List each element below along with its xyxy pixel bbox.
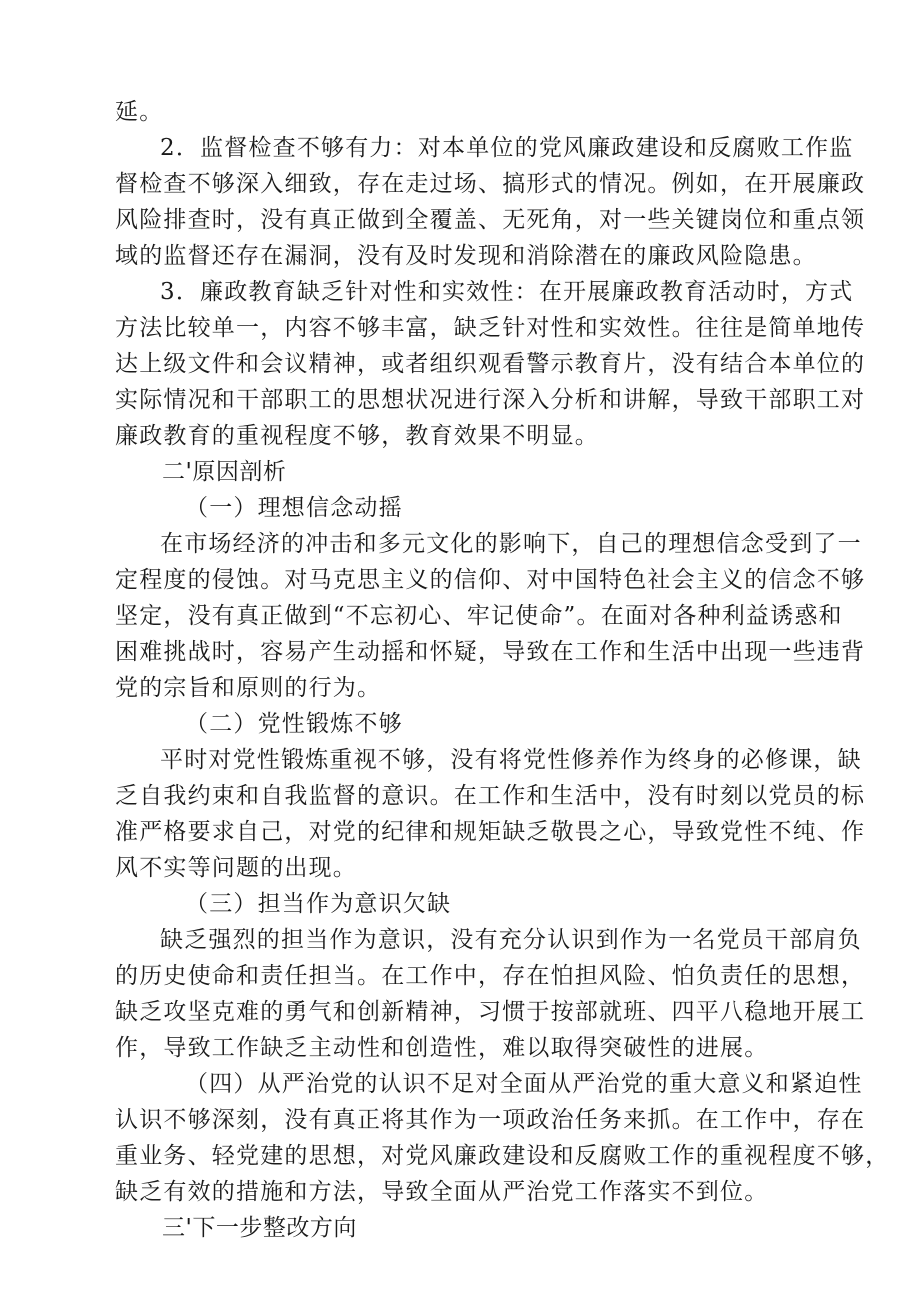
paragraph-line: 的历史使命和责任担当。在工作中，存在怕担风险、怕负责任的思想， [115, 963, 866, 989]
subsection-2-heading: （二）党性锻炼不够 [185, 711, 403, 737]
paragraph-line: 方法比较单一，内容不够丰富，缺乏针对性和实效性。往往是简单地传 [115, 315, 866, 341]
paragraph-line: 重业务、轻党建的思想，对党风廉政建设和反腐败工作的重视程度不够， [115, 1143, 890, 1169]
subsection-1-heading: （一）理想信念动摇 [185, 495, 403, 521]
section-2-heading: 二'原因剖析 [162, 459, 287, 485]
item-3-heading-line: 3．廉政教育缺乏针对性和实效性：在开展廉政教育活动时，方式 [160, 279, 854, 305]
paragraph-line: 党的宗旨和原则的行为。 [115, 675, 382, 701]
item-2-heading-line: 2．监督检查不够有力：对本单位的党风廉政建设和反腐败工作监 [160, 135, 854, 161]
paragraph-line: 达上级文件和会议精神，或者组织观看警示教育片，没有结合本单位的 [115, 351, 866, 377]
paragraph-line: 缺乏攻坚克难的勇气和创新精神，习惯于按部就班、四平八稳地开展工 [115, 999, 866, 1025]
paragraph-line: 在市场经济的冲击和多元文化的影响下，自己的理想信念受到了一 [160, 531, 862, 557]
paragraph-line: 风险排查时，没有真正做到全覆盖、无死角，对一些关键岗位和重点领 [115, 207, 866, 233]
paragraph-line: 坚定，没有真正做到“不忘初心、牢记使命”。在面对各种利益诱惑和 [115, 603, 843, 629]
paragraph-line: 准严格要求自己，对党的纪律和规矩缺乏敬畏之心，导致党性不纯、作 [115, 819, 866, 845]
paragraph-line: 督检查不够深入细致，存在走过场、搞形式的情况。例如，在开展廉政 [115, 171, 866, 197]
paragraph-line: 风不实等问题的出现。 [115, 855, 357, 881]
subsection-3-heading: （三）担当作为意识欠缺 [185, 891, 452, 917]
paragraph-line: 定程度的侵蚀。对马克思主义的信仰、对中国特色社会主义的信念不够 [115, 567, 866, 593]
paragraph-line: 认识不够深刻，没有真正将其作为一项政治任务来抓。在工作中，存在 [115, 1107, 866, 1133]
paragraph-line: 廉政教育的重视程度不够，教育效果不明显。 [115, 423, 599, 449]
paragraph-line: 实际情况和干部职工的思想状况进行深入分析和讲解，导致干部职工对 [115, 387, 866, 413]
paragraph-line: 困难挑战时，容易产生动摇和怀疑，导致在工作和生活中出现一些违背 [115, 639, 866, 665]
paragraph-line: 平时对党性锻炼重视不够，没有将党性修养作为终身的必修课，缺 [160, 747, 862, 773]
paragraph-line: 乏自我约束和自我监督的意识。在工作和生活中，没有时刻以党员的标 [115, 783, 866, 809]
paragraph-line: 作，导致工作缺乏主动性和创造性，难以取得突破性的进展。 [115, 1035, 769, 1061]
section-3-heading: 三'下一步整改方向 [162, 1215, 357, 1241]
paragraph-line: 延。 [115, 99, 164, 125]
paragraph-line: 域的监督还存在漏洞，没有及时发现和消除潜在的廉政风险隐患。 [115, 243, 817, 269]
paragraph-line: 缺乏有效的措施和方法，导致全面从严治党工作落实不到位。 [115, 1179, 769, 1205]
paragraph-line: 缺乏强烈的担当作为意识，没有充分认识到作为一名党员干部肩负 [160, 927, 862, 953]
subsection-4-heading: （四）从严治党的认识不足对全面从严治党的重大意义和紧迫性 [185, 1071, 863, 1097]
